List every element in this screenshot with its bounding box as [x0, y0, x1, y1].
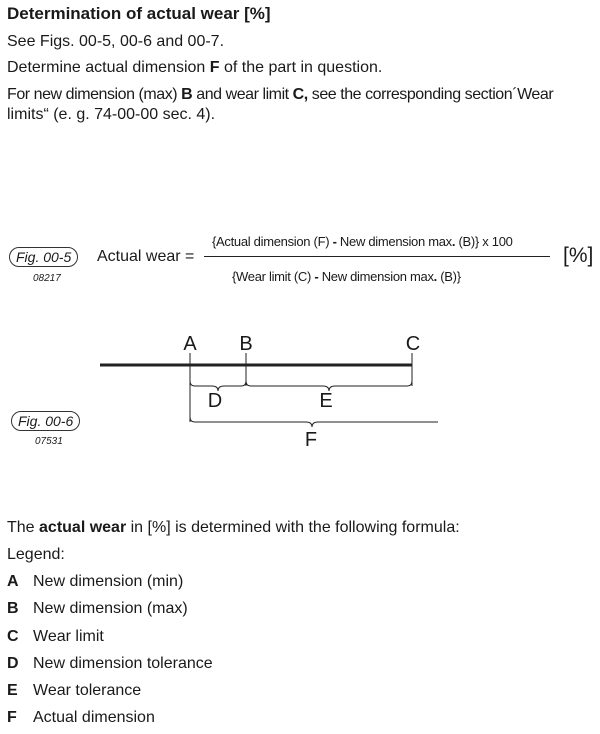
- fig-00-6-diagram: [0, 325, 600, 455]
- denominator-part-c: (B)}: [436, 269, 461, 284]
- intro-line3-b: B: [181, 86, 193, 103]
- denominator-part-b: New dimension max: [318, 269, 434, 284]
- formula-sentence-post: in [%] is determined with the following formula:: [126, 519, 460, 536]
- legend-item-d: [7, 655, 213, 673]
- denominator-dot: .: [433, 269, 437, 284]
- intro-line3-e: see the corresponding section´Wear: [307, 86, 554, 103]
- formula-numerator: [212, 234, 513, 249]
- legend-text: Wear limit: [33, 628, 104, 645]
- denominator-minus: -: [314, 269, 319, 284]
- numerator-part-b: New dimension max: [336, 234, 452, 249]
- intro-determine-pre: Determine actual dimension: [7, 59, 210, 76]
- point-a-label: A: [183, 333, 197, 355]
- fig-00-5-label: Fig. 00-5: [9, 247, 78, 267]
- numerator-minus: -: [332, 234, 337, 249]
- legend-text: Actual dimension: [33, 709, 155, 726]
- legend-key: D: [7, 655, 19, 672]
- span-e-label: E: [319, 390, 333, 412]
- intro-limits-line: limits“ (e. g. 74-00-00 sec. 4).: [7, 106, 216, 123]
- intro-determine-post: of the part in question.: [219, 59, 383, 76]
- fig-00-6-label: Fig. 00-6: [11, 411, 80, 431]
- legend-heading: Legend:: [7, 546, 65, 563]
- legend-key: E: [7, 682, 18, 699]
- legend-item-f: [7, 709, 155, 727]
- formula-sentence: [7, 519, 460, 537]
- formula-sentence-bold: actual wear: [39, 519, 127, 536]
- numerator-part-c: (B)} x 100: [455, 234, 513, 249]
- fig-00-6-code: 07531: [35, 436, 63, 447]
- legend-key: B: [7, 600, 19, 617]
- bracket-f: [190, 417, 438, 427]
- legend-text: New dimension tolerance: [33, 655, 213, 672]
- point-b-label: B: [239, 333, 253, 355]
- fraction-bar: [204, 256, 550, 257]
- numerator-part-a: {Actual dimension (F): [212, 234, 333, 249]
- intro-determine-bold: F: [209, 59, 220, 76]
- formula-lhs: Actual wear =: [97, 248, 195, 265]
- legend-key: A: [7, 573, 19, 590]
- intro-determine-line: [7, 59, 382, 77]
- intro-new-dimension-line: [7, 86, 553, 104]
- legend-text: Wear tolerance: [33, 682, 142, 699]
- legend-text: New dimension (min): [33, 573, 184, 590]
- formula-sentence-pre: The: [7, 519, 40, 536]
- denominator-part-a: {Wear limit (C): [232, 269, 315, 284]
- formula-unit: [%]: [563, 244, 594, 267]
- intro-line3-a: For new dimension (max): [7, 86, 182, 103]
- page-title: Determination of actual wear [%]: [7, 4, 271, 23]
- legend-key: C: [7, 628, 19, 645]
- legend-item-a: [7, 573, 183, 591]
- legend-item-e: [7, 682, 141, 700]
- intro-line3-c: and wear limit: [192, 86, 293, 103]
- legend-text: New dimension (max): [33, 600, 188, 617]
- legend-key: F: [7, 709, 17, 726]
- legend-item-c: [7, 628, 104, 646]
- span-d-label: D: [207, 390, 223, 412]
- fig-00-5-code: 08217: [33, 273, 61, 284]
- formula-denominator: [232, 269, 461, 284]
- numerator-dot: .: [451, 234, 456, 249]
- point-c-label: C: [405, 333, 421, 355]
- intro-line3-d: C,: [292, 86, 308, 103]
- intro-figs-reference: See Figs. 00-5, 00-6 and 00-7.: [7, 33, 225, 50]
- legend-item-b: [7, 600, 188, 618]
- span-f-label: F: [304, 429, 318, 451]
